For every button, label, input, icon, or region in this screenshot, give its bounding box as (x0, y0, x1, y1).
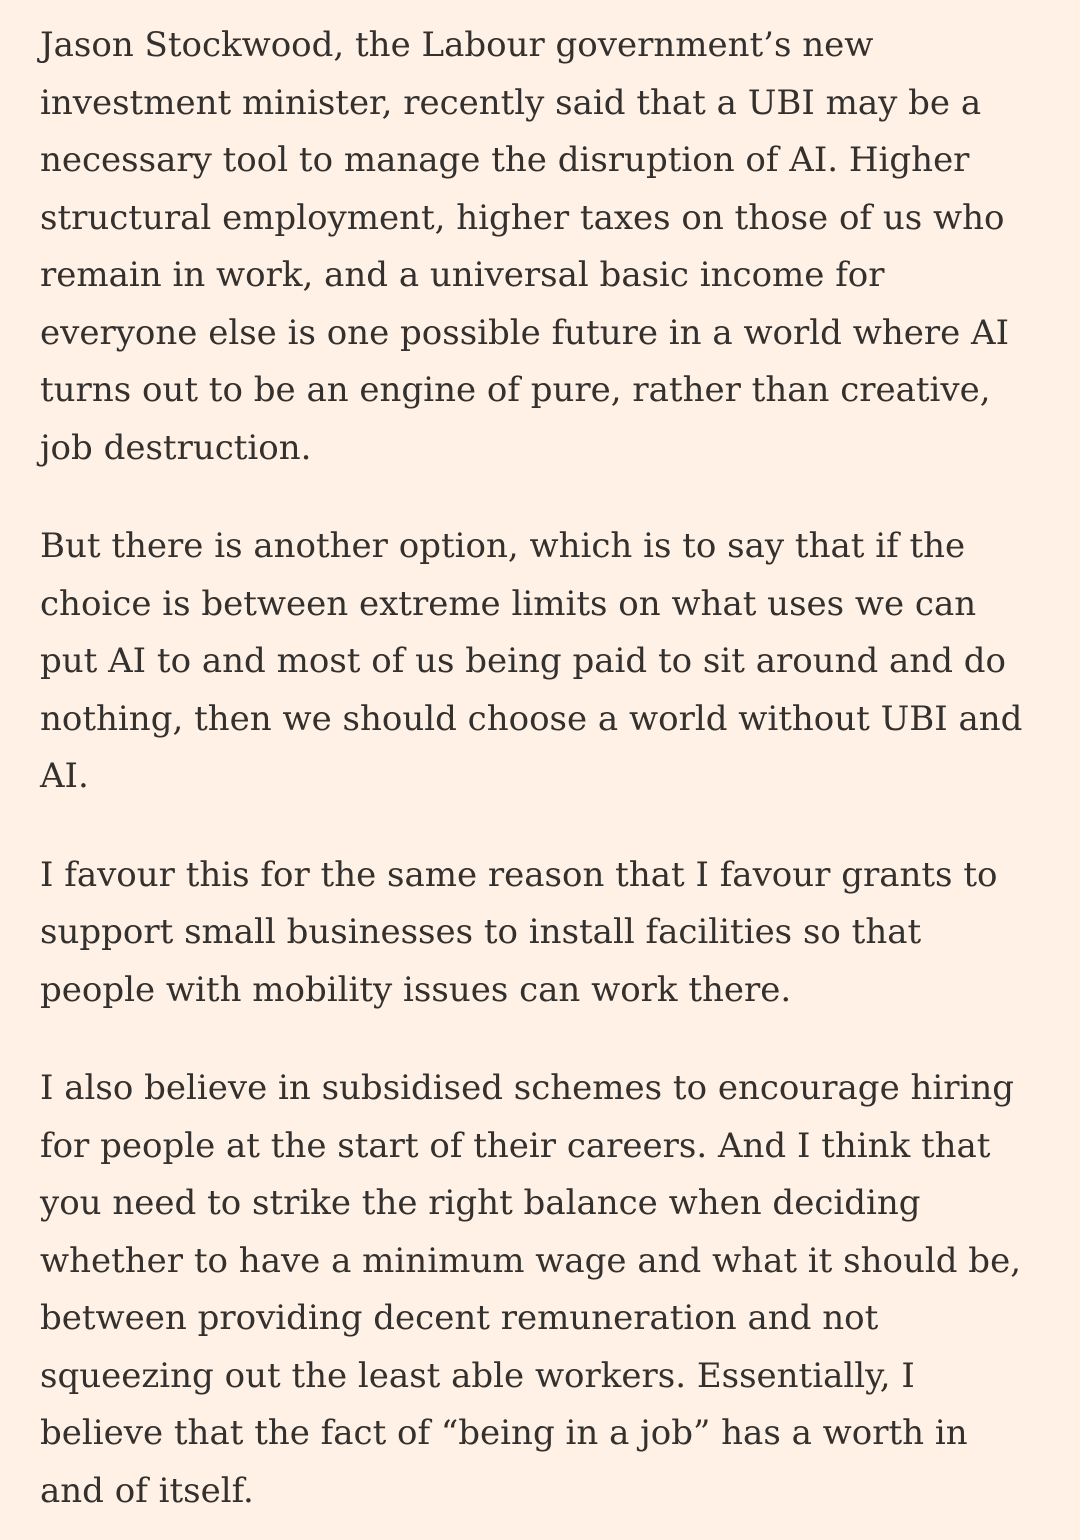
article-paragraph-2: But there is another option, which is to say that if the choice is between extreme limits on what uses we can put AI to and most of us being paid to sit around and do nothing, then we should choose a world without UBI and AI. (40, 526, 1023, 796)
article-paragraph-1: Jason Stockwood, the Labour government’s new investment minister, recently said that a UBI may be a necessary tool to manage the disruption of AI. Higher structural employment, higher taxes on those of us who remain in work, and a universal basic income for everyone else is one possible future in a world where AI turns out to be an engine of pure, rather than creative, job destruction. (40, 25, 1010, 468)
article-paragraph-3: I favour this for the same reason that I favour grants to support small businesses to install facilities so that people with mobility issues can work there. (40, 854, 998, 1010)
article-paragraph-4: I also believe in subsidised schemes to encourage hiring for people at the start of their careers. And I think that you need to strike the right balance when deciding whether to have a minimum wage and what it should be, between providing decent remuneration and not squeezing out the least able workers. Essentially, I believe that the fact of “being in a job” has a worth in and of itself. (40, 1068, 1022, 1511)
